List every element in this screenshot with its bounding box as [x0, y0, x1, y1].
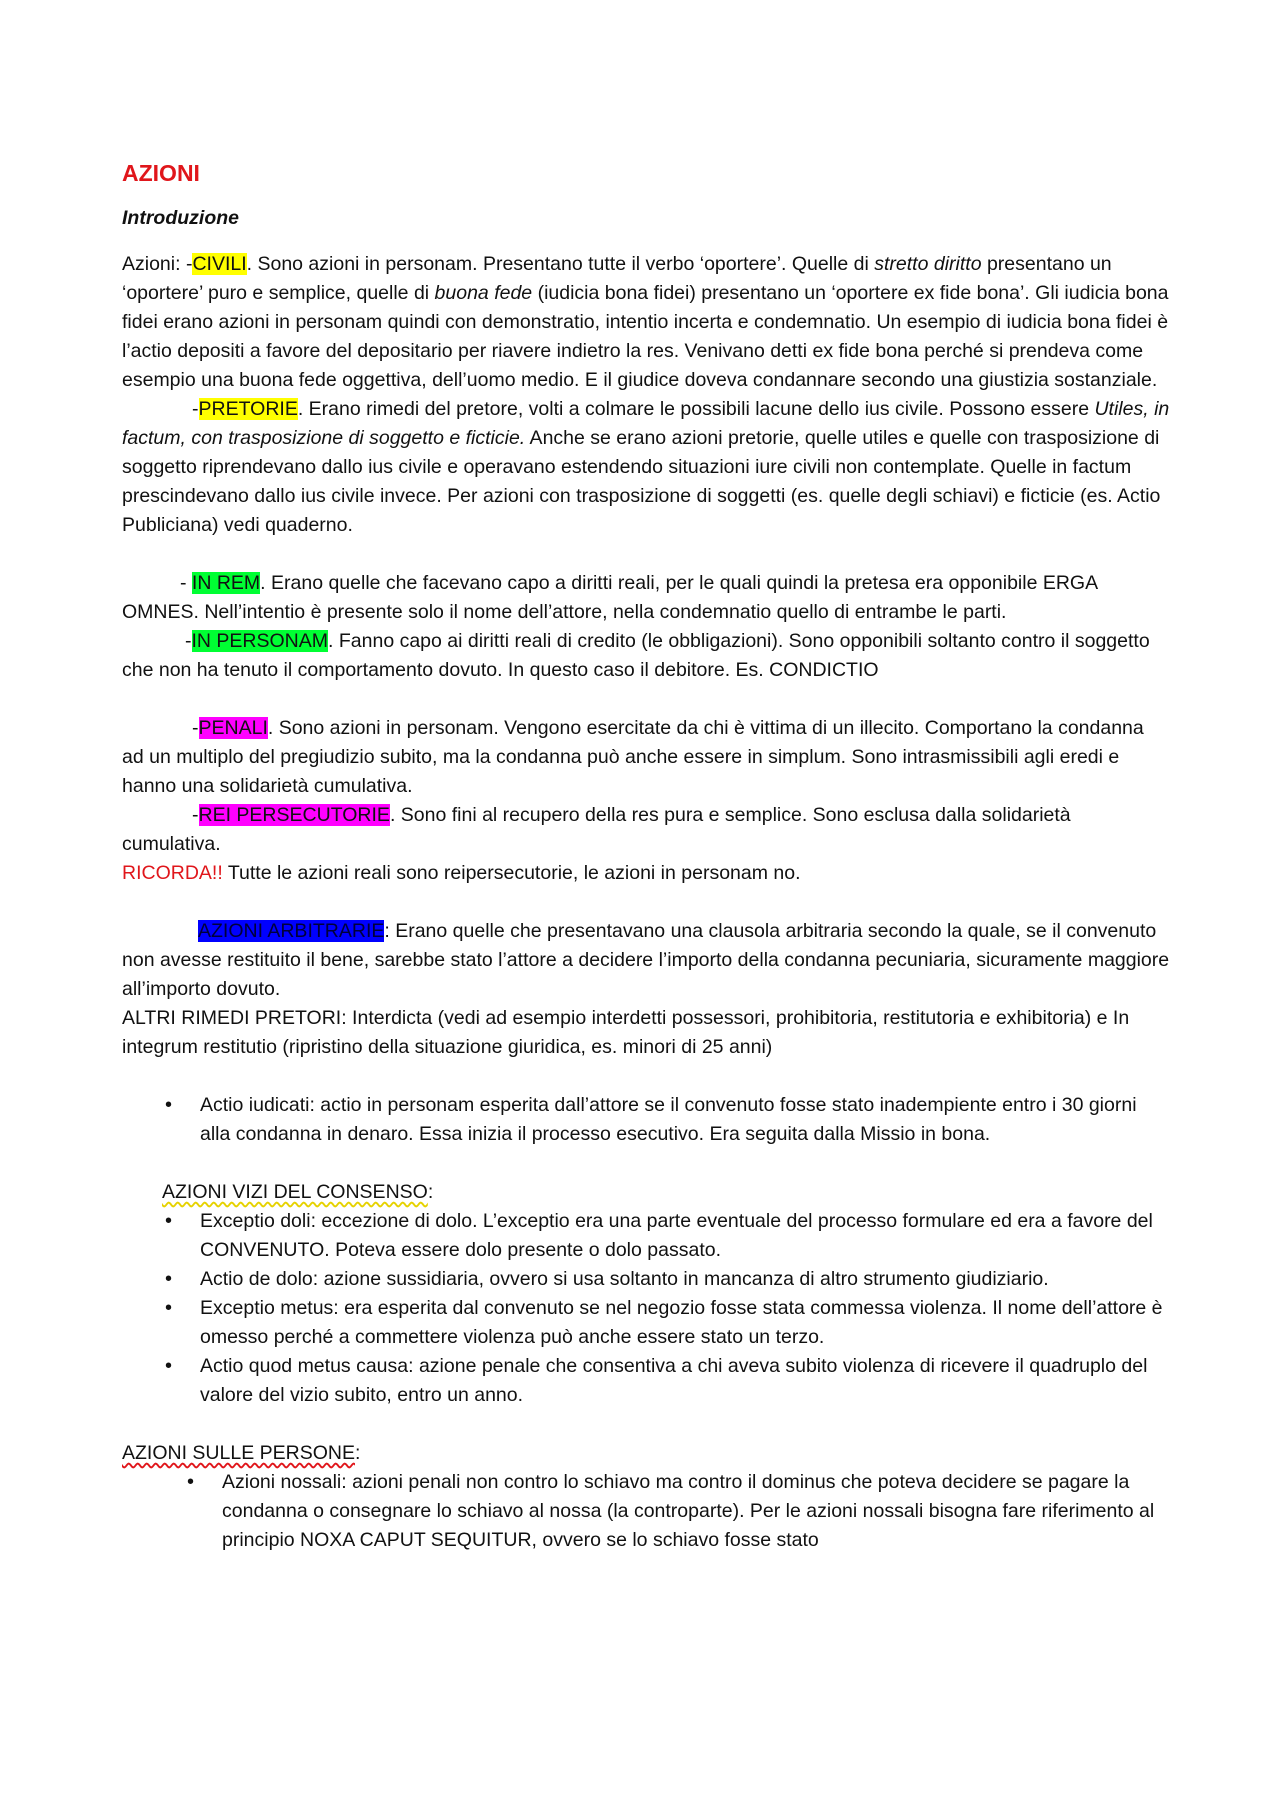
- highlight-penali: PENALI: [198, 717, 268, 739]
- bullet-list-persone: [122, 1468, 1170, 1555]
- highlight-civili: CIVILI: [192, 253, 247, 275]
- paragraph-civili: Azioni: -CIVILI. Sono azioni in personam. Presentano tutte il verbo ‘oportere’. Quelle di stretto diritto presentano un ‘oportere’ puro e semplice, quelle di buona fede (iudicia bona fidei) presentano un ‘oportere ex fide bona’. Gli iudicia bona fidei erano azioni in personam quindi con demonstratio, intentio incerta e condemnatio. Un esempio di iudicia bona fidei è l’actio depositi a favore del depositario per riavere indietro la res. Venivano detti ex fide bona perché si prendeva come esempio una buona fede oggettiva, dell’uomo medio. E il giudice doveva condannare secondo una giustizia sostanziale.: [122, 253, 1169, 391]
- document-title: AZIONI: [122, 160, 200, 186]
- ricorda-note: RICORDA!!: [122, 862, 223, 884]
- list-item: • Exceptio metus: era esperita dal convenuto se nel negozio fosse stata commessa violenza. Il nome dell’attore è omesso perché a commettere violenza può anche essere stato un terzo.: [122, 1294, 1170, 1352]
- section-subtitle: Introduzione: [122, 207, 239, 229]
- paragraph-in-personam: -IN PERSONAM. Fanno capo ai diritti reali di credito (le obbligazioni). Sono opponibili soltanto contro il soggetto che non ha tenuto il comportamento dovuto. In questo caso il debitore. Es. CONDICTIO: [122, 630, 1150, 681]
- paragraph-altri-rimedi: ALTRI RIMEDI PRETORI: Interdicta (vedi ad esempio interdetti possessori, prohibitoria, restitutoria e exhibitoria) e In integrum restitutio (ripristino della situazione giuridica, es. minori di 25 anni): [122, 1007, 1130, 1058]
- list-item: • Actio de dolo: azione sussidiaria, ovvero si usa soltanto in mancanza di altro strumento giudiziario.: [122, 1265, 1170, 1294]
- section-heading-persone: AZIONI SULLE PERSONE:: [122, 1442, 361, 1464]
- highlight-arbitrarie: AZIONI ARBITRARIE: [198, 920, 385, 942]
- highlight-pretorie: PRETORIE: [198, 398, 298, 420]
- paragraph-pretorie: -PRETORIE. Erano rimedi del pretore, volti a colmare le possibili lacune dello ius civile. Possono essere Utiles, in factum, con trasposizione di soggetto e ficticie. Anche se erano azioni pretorie, quelle utiles e quelle con trasposizione di soggetto riprendevano dallo ius civile e operavano estendendo situazioni iure civili non contemplate. Quelle in factum prescindevano dallo ius civile invece. Per azioni con trasposizione di soggetti (es. quelle degli schiavi) e ficticie (es. Actio Publiciana) vedi quaderno.: [122, 398, 1170, 536]
- section-heading-vizi-consenso: AZIONI VIZI DEL CONSENSO:: [162, 1181, 434, 1203]
- list-item: • Actio iudicati: actio in personam esperita dall’attore se il convenuto fosse stato inadempiente entro i 30 giorni alla condanna in denaro. Essa inizia il processo esecutivo. Era seguita dalla Missio in bona.: [122, 1091, 1170, 1149]
- highlight-in-rem: IN REM: [191, 572, 261, 594]
- highlight-rei-persecutorie: REI PERSECUTORIE: [198, 804, 390, 826]
- bullet-list-actio-iudicati: [122, 1091, 1170, 1149]
- paragraph-penali: -PENALI. Sono azioni in personam. Vengono esercitate da chi è vittima di un illecito. Comportano la condanna ad un multiplo del pregiudizio subito, ma la condanna può anche essere in simplum. Sono intrasmissibili agli eredi e hanno una solidarietà cumulativa.: [122, 717, 1144, 797]
- paragraph-ricorda: RICORDA!! Tutte le azioni reali sono reipersecutorie, le azioni in personam no.: [122, 862, 801, 884]
- highlight-in-personam: IN PERSONAM: [191, 630, 329, 652]
- bullet-list-vizi-consenso: [122, 1207, 1170, 1410]
- paragraph-in-rem: - IN REM. Erano quelle che facevano capo a diritti reali, per le quali quindi la pretesa era opponibile ERGA OMNES. Nell’intentio è presente solo il nome dell’attore, nella condemnatio quello di entrambe le parti.: [122, 572, 1098, 623]
- list-item: • Actio quod metus causa: azione penale che consentiva a chi aveva subito violenza di ricevere il quadruplo del valore del vizio subito, entro un anno.: [122, 1352, 1170, 1410]
- paragraph-arbitrarie: AZIONI ARBITRARIE: Erano quelle che presentavano una clausola arbitraria secondo la quale, se il convenuto non avesse restituito il bene, sarebbe stato l’attore a decidere l’importo della condanna pecuniaria, sicuramente maggiore all’importo dovuto.: [122, 920, 1170, 1000]
- paragraph-rei-persecutorie: -REI PERSECUTORIE. Sono fini al recupero della res pura e semplice. Sono esclusa dalla solidarietà cumulativa.: [122, 804, 1071, 855]
- list-item: • Exceptio doli: eccezione di dolo. L’exceptio era una parte eventuale del processo formulare ed era a favore del CONVENUTO. Poteva essere dolo presente o dolo passato.: [122, 1207, 1170, 1265]
- list-item: • Azioni nossali: azioni penali non contro lo schiavo ma contro il dominus che poteva decidere se pagare la condanna o consegnare lo schiavo al nossa (la controparte). Per le azioni nossali bisogna fare riferimento al principio NOXA CAPUT SEQUITUR, ovvero se lo schiavo fosse stato: [122, 1468, 1170, 1555]
